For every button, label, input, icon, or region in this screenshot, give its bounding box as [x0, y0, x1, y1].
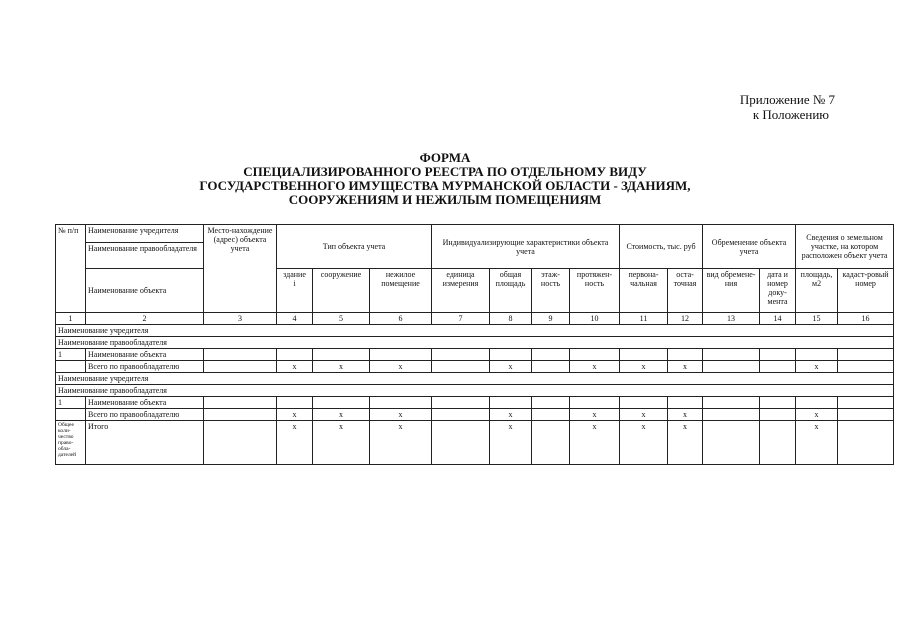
col-num: 2 [86, 313, 204, 325]
header-cost-group: Стоимость, тыс. руб [620, 225, 703, 269]
x-mark: х [490, 421, 532, 465]
header-building-mark: i [293, 279, 296, 288]
holder-total-label: Всего по правообладателю [86, 361, 204, 373]
founder-name: Наименование учредителя [56, 325, 894, 337]
founder-name: Наименование учредителя [56, 373, 894, 385]
annex-line-2: к Положению [752, 107, 829, 122]
col-num: 12 [668, 313, 703, 325]
x-mark: х [570, 361, 620, 373]
x-mark: х [277, 421, 313, 465]
annex-note [740, 92, 835, 122]
col-num: 6 [370, 313, 432, 325]
header-building [277, 269, 313, 313]
document-title [150, 151, 740, 207]
x-mark: х [620, 361, 668, 373]
holder-total-label: Всего по правообладателю [86, 409, 204, 421]
col-num: 3 [204, 313, 277, 325]
object-num: 1 [56, 349, 86, 361]
holder-name: Наименование правообладателя [56, 337, 894, 349]
header-type-group: Тип объекта учета [277, 225, 432, 269]
title-line-3: ГОСУДАРСТВЕННОГО ИМУЩЕСТВА МУРМАНСКОЙ ОБЛАСТИ - ЗДАНИЯМ, [199, 178, 691, 193]
x-mark: х [796, 409, 838, 421]
col-num: 1 [56, 313, 86, 325]
header-land-cadastral: кадаст-ровый номер [838, 269, 894, 313]
annex-line-1: Приложение № 7 [739, 92, 835, 107]
x-mark: х [313, 409, 370, 421]
holder-total-row [56, 409, 894, 421]
header-area: общая площадь [490, 269, 532, 313]
title-line-2: СПЕЦИАЛИЗИРОВАННОГО РЕЕСТРА ПО ОТДЕЛЬНОМУ ВИДУ [243, 164, 647, 179]
x-mark: х [570, 409, 620, 421]
header-founder: Наименование учредителя [86, 225, 204, 243]
header-land-group: Сведения о земельном участке, на котором расположен объект учета [796, 225, 894, 269]
header-cost-residual: оста-точная [668, 269, 703, 313]
header-num: № п/п [56, 225, 86, 313]
header-indiv-group: Индивидуализирующие характеристики объекта учета [432, 225, 620, 269]
col-num: 8 [490, 313, 532, 325]
col-num: 13 [703, 313, 760, 325]
header-land-area: площадь, м2 [796, 269, 838, 313]
x-mark: х [313, 361, 370, 373]
x-mark: х [370, 361, 432, 373]
x-mark: х [620, 409, 668, 421]
object-row [56, 349, 894, 361]
x-mark: х [796, 421, 838, 465]
header-object: Наименование объекта [86, 269, 204, 313]
col-num: 5 [313, 313, 370, 325]
x-mark: х [370, 409, 432, 421]
holder-total-row [56, 361, 894, 373]
registry-table [55, 224, 894, 465]
x-mark: х [570, 421, 620, 465]
col-num: 16 [838, 313, 894, 325]
x-mark: х [668, 361, 703, 373]
x-mark: х [277, 409, 313, 421]
title-line-4: СООРУЖЕНИЯМ И НЕЖИЛЫМ ПОМЕЩЕНИЯМ [288, 192, 602, 207]
x-mark: х [277, 361, 313, 373]
holder-row [56, 337, 894, 349]
x-mark: х [490, 361, 532, 373]
col-num: 4 [277, 313, 313, 325]
x-mark: х [668, 409, 703, 421]
grand-total-label: Итого [86, 421, 204, 465]
header-encumbrance-type: вид обремене-ния [703, 269, 760, 313]
x-mark: х [668, 421, 703, 465]
header-location: Место-нахождение (адрес) объекта учета [204, 225, 277, 313]
column-numbers-row [56, 313, 894, 325]
header-encumbrance-group: Обременение объекта учета [703, 225, 796, 269]
holder-name: Наименование правообладателя [56, 385, 894, 397]
grand-total-count-label: Общее коли-чество право-обла-дателей [56, 421, 86, 465]
object-row [56, 397, 894, 409]
grand-total-row [56, 421, 894, 465]
col-num: 14 [760, 313, 796, 325]
object-num: 1 [56, 397, 86, 409]
title-line-1: ФОРМА [419, 150, 471, 165]
header-holder: Наименование правообладателя [86, 243, 204, 269]
x-mark: х [620, 421, 668, 465]
x-mark: х [490, 409, 532, 421]
founder-row [56, 373, 894, 385]
x-mark: х [370, 421, 432, 465]
header-cost-initial: первона-чальная [620, 269, 668, 313]
header-unit: единица измерения [432, 269, 490, 313]
holder-row [56, 385, 894, 397]
founder-row [56, 325, 894, 337]
header-encumbrance-date: дата и номер доку-мента [760, 269, 796, 313]
col-num: 7 [432, 313, 490, 325]
col-num: 15 [796, 313, 838, 325]
col-num: 9 [532, 313, 570, 325]
col-num: 10 [570, 313, 620, 325]
header-floors: этаж-ность [532, 269, 570, 313]
col-num: 11 [620, 313, 668, 325]
object-name: Наименование объекта [86, 397, 204, 409]
x-mark: х [313, 421, 370, 465]
object-name: Наименование объекта [86, 349, 204, 361]
header-structure: сооружение [313, 269, 370, 313]
header-length: протяжен-ность [570, 269, 620, 313]
x-mark: х [796, 361, 838, 373]
header-premises: нежилое помещение [370, 269, 432, 313]
header-building-label: здание [283, 270, 306, 279]
